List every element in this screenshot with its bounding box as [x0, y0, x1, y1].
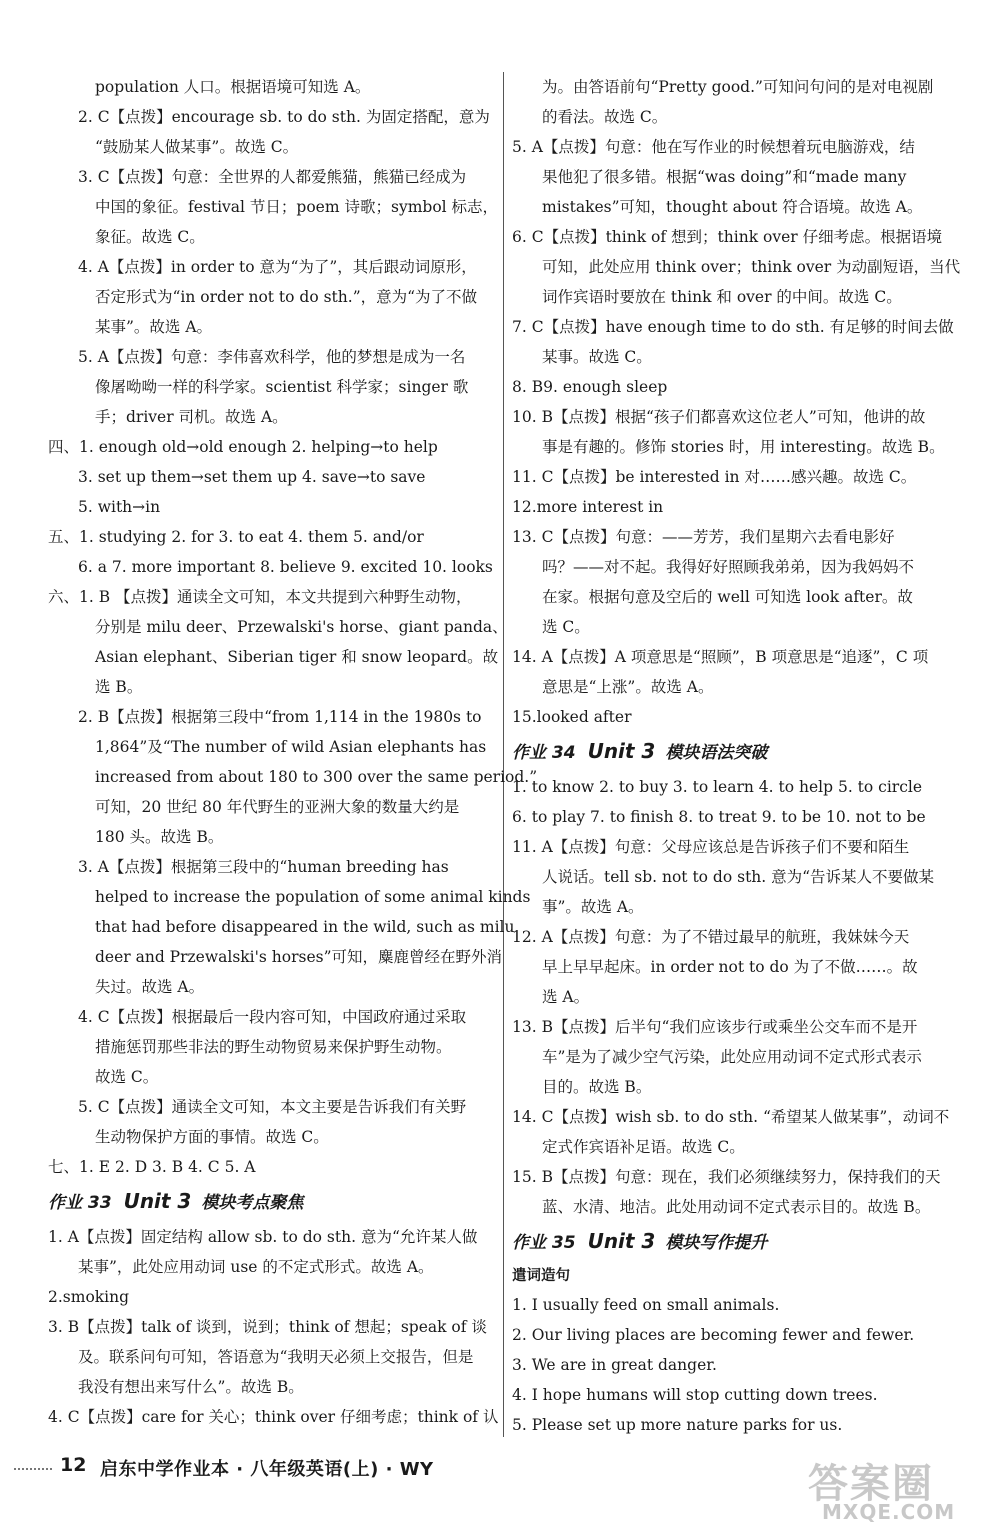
answer-line: [48, 672, 496, 702]
answer-text: 1. to know 2. to buy 3. to learn 4. to help 5. to circle: [512, 778, 923, 796]
answer-text: 【点拨】句意：全世界的人都爱熊猫，熊猫已经成为: [109, 168, 467, 186]
answer-number: 14. C: [512, 1108, 554, 1126]
answer-text: 1. enough old→old enough 2. helping→to help: [79, 438, 438, 456]
answer-line: [48, 72, 496, 102]
answer-line: [48, 1032, 496, 1062]
answer-line: [512, 1410, 962, 1440]
answer-line: [48, 1092, 496, 1122]
answer-text: deer and Przewalski's horses”可知，麋鹿曾经在野外消: [95, 948, 502, 966]
answer-text: “鼓励某人做某事”。故选 C。: [95, 138, 299, 156]
answer-line: [512, 702, 962, 732]
answer-line: [512, 1102, 962, 1132]
section-unit: Unit 3: [123, 1189, 192, 1213]
answer-text: 6. to play 7. to finish 8. to treat 9. to be 10. not to be: [512, 808, 926, 826]
answer-text: 5. Please set up more nature parks for us.: [512, 1416, 843, 1434]
answer-line: [512, 642, 962, 672]
section-topic: 模块语法突破: [665, 743, 768, 763]
answer-text: 的看法。故选 C。: [542, 108, 668, 126]
answer-text: 像屠呦呦一样的科学家。scientist 科学家；singer 歌: [95, 378, 469, 396]
answer-text: 定式作宾语补足语。故选 C。: [542, 1138, 745, 1156]
page-number: 12: [60, 1454, 87, 1476]
answer-line: [512, 522, 962, 552]
answer-number: 2. C: [78, 108, 110, 126]
section-topic: 模块写作提升: [665, 1233, 768, 1253]
answer-line: [512, 132, 962, 162]
answer-text: population 人口。根据语境可知选 A。: [95, 78, 371, 96]
answer-number: 2.: [48, 1288, 63, 1306]
answer-text: smoking: [62, 1288, 130, 1306]
answer-text: 我没有想出来写什么”。故选 B。: [78, 1378, 304, 1396]
answer-text: 生动物保护方面的事情。故选 C。: [95, 1128, 329, 1146]
answer-text: 失过。故选 A。: [95, 978, 205, 996]
answer-line: [512, 72, 962, 102]
answer-text: 【点拨】encourage sb. to do sth. 为固定搭配，意为: [109, 108, 490, 126]
answer-line: [512, 552, 962, 582]
section-topic: 模块考点聚焦: [201, 1193, 304, 1213]
answer-line: [512, 1192, 962, 1222]
answer-number: 5. C: [78, 1098, 110, 1116]
answer-text: looked after: [536, 708, 632, 726]
answer-number: 8. B: [512, 378, 544, 396]
answer-text: 意思是“上涨”。故选 A。: [542, 678, 714, 696]
answer-text: 某事。故选 C。: [542, 348, 652, 366]
right-column: [512, 72, 962, 1440]
answer-line: [48, 102, 496, 132]
subheading: 遣词造句: [512, 1268, 570, 1284]
answer-line: [512, 192, 962, 222]
answer-text: 果他犯了很多错。根据“was doing”和“made many: [542, 168, 907, 186]
answer-text: 【点拨】后半句“我们应该步行或乘坐公交车而不是开: [552, 1018, 918, 1036]
answer-line: [512, 802, 962, 832]
answer-text: 【点拨】根据“孩子们都喜欢这位老人”可知，他讲的故: [552, 408, 926, 426]
answer-line: [512, 772, 962, 802]
answer-number: 14. A: [512, 648, 553, 666]
answer-text: 【点拨】固定结构 allow sb. to do sth. 意为“允许某人做: [78, 1228, 478, 1246]
book-title: 启东中学作业本 · 八年级英语(上) · WY: [100, 1459, 434, 1480]
answer-line: [512, 1012, 962, 1042]
answer-text: 【点拨】be interested in 对……感兴趣。故选 C。: [553, 468, 917, 486]
answer-line: [48, 1152, 496, 1182]
answer-line: [512, 162, 962, 192]
answer-text: 【点拨】句意：现在，我们必须继续努力，保持我们的天: [552, 1168, 941, 1186]
answer-line: [48, 642, 499, 672]
answer-text: 【点拨】句意：他在写作业的时候想着玩电脑游戏，结: [542, 138, 915, 156]
right-answers-35: [512, 1290, 962, 1440]
answer-number: 15.: [512, 708, 537, 726]
footer-dots: [14, 1468, 52, 1476]
answer-line: [48, 612, 508, 642]
answer-text: 分别是 milu deer、Przewalski's horse、giant panda、: [95, 618, 508, 636]
answer-line: [48, 192, 499, 222]
answer-text: 及。联系问句可知，答语意为“我明天必须上交报告，但是: [78, 1348, 474, 1366]
answer-text: more interest in: [536, 498, 664, 516]
answer-line: [48, 822, 496, 852]
answer-line: [48, 1402, 499, 1432]
answer-text: 1,864”及“The number of wild Asian elephants has: [95, 738, 487, 756]
answer-text: mistakes”可知，thought about 符合语境。故选 A。: [542, 198, 923, 216]
answer-line: [48, 402, 496, 432]
answer-text: 【点拨】care for 关心；think over 仔细考虑；think of 认: [79, 1408, 499, 1426]
answer-text: 某事”，此处应用动词 use 的不定式形式。故选 A。: [78, 1258, 434, 1276]
answer-text: 早上早早起床。in order not to do 为了不做……。故: [542, 958, 918, 976]
section-unit: Unit 3: [587, 1229, 656, 1253]
answer-number: 13. C: [512, 528, 554, 546]
answer-line: [512, 252, 962, 282]
answer-number: 10. B: [512, 408, 553, 426]
answer-line: [48, 1252, 496, 1282]
answer-text: 否定形式为“in order not to do sth.”，意为“为了不做: [95, 288, 478, 306]
answer-text: 选 B。: [95, 678, 143, 696]
answer-line: [48, 792, 496, 822]
answer-line: [512, 312, 962, 342]
answer-text: 【点拨】根据第三段中的“human breeding has: [108, 858, 449, 876]
answer-line: [512, 462, 962, 492]
answer-text: 【点拨】根据第三段中“from 1,114 in the 1980s to: [109, 708, 482, 726]
answer-text: 选 C。: [542, 618, 590, 636]
answer-number: 12. A: [512, 928, 553, 946]
answer-text: 可知，20 世纪 80 年代野生的亚洲大象的数量大约是: [95, 798, 460, 816]
section-label: 作业 34: [512, 743, 576, 763]
answer-line: [48, 942, 502, 972]
answer-number: 六、: [48, 588, 80, 606]
answer-text: 手；driver 司机。故选 A。: [95, 408, 288, 426]
answer-number: 7. C: [512, 318, 544, 336]
left-answers-33: [48, 1222, 499, 1432]
answer-text: 象征。故选 C。: [95, 228, 205, 246]
answer-text: 吗？——对不起。我得好好照顾我弟弟，因为我妈妈不: [542, 558, 915, 576]
answer-number: 4. C: [48, 1408, 80, 1426]
answer-text: 180 头。故选 B。: [95, 828, 224, 846]
answer-number: 11. A: [512, 838, 553, 856]
answer-text: 故选 C。: [95, 1068, 159, 1086]
answer-line: [48, 1372, 496, 1402]
answer-text: 车”是为了减少空气污染，此处应用动词不定式形式表示: [542, 1048, 922, 1066]
answer-text: 【点拨】根据最后一段内容可知，中国政府通过采取: [109, 1008, 467, 1026]
answer-line: [512, 282, 962, 312]
right-answers-34: [512, 772, 962, 1222]
answer-line: [48, 1002, 496, 1032]
answer-line: [512, 582, 962, 612]
answer-line: [48, 492, 496, 522]
answer-line: [512, 432, 962, 462]
answer-text: 3. We are in great danger.: [512, 1356, 717, 1374]
answer-text: 1. B 【点拨】通读全文可知，本文共提到六种野生动物，: [79, 588, 472, 606]
answer-text: 9. enough sleep: [543, 378, 668, 396]
answer-line: [512, 1132, 962, 1162]
answer-line: [48, 282, 496, 312]
answer-number: 4. A: [78, 258, 109, 276]
answer-line: [512, 612, 962, 642]
answer-line: [48, 912, 515, 942]
watermark-logo: [800, 1452, 970, 1528]
answer-number: 13. B: [512, 1018, 553, 1036]
answer-line: [48, 252, 496, 282]
answer-number: 2. B: [78, 708, 110, 726]
answer-text: 【点拨】talk of 谈到，说到；think of 想起；speak of 谈: [79, 1318, 487, 1336]
answer-line: [512, 1162, 962, 1192]
section-heading-33: [48, 1184, 496, 1220]
answer-line: [512, 222, 962, 252]
answer-line: [512, 1072, 962, 1102]
answer-number: 四、: [48, 438, 80, 456]
answer-line: [48, 312, 496, 342]
answer-text: 【点拨】句意：为了不错过最早的航班，我妹妹今天: [552, 928, 910, 946]
answer-number: 五、: [48, 528, 80, 546]
answer-line: [512, 892, 962, 922]
answer-text: 【点拨】句意：父母应该总是告诉孩子们不要和陌生: [552, 838, 910, 856]
answer-text: 事是有趣的。修饰 stories 时，用 interesting。故选 B。: [542, 438, 945, 456]
answer-text: 蓝、水清、地洁。此处用动词不定式表示目的。故选 B。: [542, 1198, 931, 1216]
answer-line: [48, 432, 496, 462]
answer-line: [48, 702, 496, 732]
answer-number: 3. A: [78, 858, 109, 876]
answer-line: [48, 1222, 496, 1252]
answer-number: 12.: [512, 498, 537, 516]
answer-text: 【点拨】A 项意思是“照顾”，B 项意思是“追逐”，C 项: [552, 648, 929, 666]
answer-text: Asian elephant、Siberian tiger 和 snow leopard。故: [95, 648, 499, 666]
answer-line: [48, 582, 496, 612]
answer-line: [48, 852, 496, 882]
answer-text: 在家。根据句意及空后的 well 可知选 look after。故: [542, 588, 913, 606]
answer-line: [48, 1282, 496, 1312]
answer-text: 6. a 7. more important 8. believe 9. excited 10. looks: [78, 558, 493, 576]
answer-line: [48, 762, 538, 792]
answer-line: [512, 372, 962, 402]
answer-text: 目的。故选 B。: [542, 1078, 652, 1096]
answer-line: [48, 1122, 496, 1152]
answer-number: 3. C: [78, 168, 110, 186]
answer-line: [48, 1342, 496, 1372]
answer-line: [512, 862, 962, 892]
answer-line: [512, 1320, 962, 1350]
answer-line: [48, 342, 496, 372]
answer-text: 为。由答语前句“Pretty good.”可知问句问的是对电视剧: [542, 78, 934, 96]
answer-text: 可知，此处应用 think over；think over 为动副短语，当代: [542, 258, 961, 276]
answer-text: 2. Our living places are becoming fewer and fewer.: [512, 1326, 915, 1344]
answer-line: [48, 222, 496, 252]
answer-text: 某事”。故选 A。: [95, 318, 213, 336]
answer-line: [512, 102, 962, 132]
answer-text: that had before disappeared in the wild, such as milu: [95, 918, 515, 936]
answer-line: [48, 1312, 496, 1342]
answer-line: [512, 982, 962, 1012]
answer-text: 【点拨】句意：——芳芳，我们星期六去看电影好: [553, 528, 895, 546]
answer-text: 1. studying 2. for 3. to eat 4. them 5. and/or: [79, 528, 424, 546]
answer-text: increased from about 180 to 300 over the same period.”: [95, 768, 538, 786]
answer-line: [512, 1290, 962, 1320]
answer-text: 【点拨】wish sb. to do sth. “希望某人做某事”，动词不: [553, 1108, 950, 1126]
answer-text: 人说话。tell sb. not to do sth. 意为“告诉某人不要做某: [542, 868, 935, 886]
section-label: 作业 35: [512, 1233, 576, 1253]
answer-line: [512, 1380, 962, 1410]
answer-text: 中国的象征。festival 节日；poem 诗歌；symbol 标志，: [95, 198, 499, 216]
section-unit: Unit 3: [587, 739, 656, 763]
answer-line: [48, 972, 496, 1002]
answer-number: 七、: [48, 1158, 80, 1176]
answer-text: 1. E 2. D 3. B 4. C 5. A: [79, 1158, 256, 1176]
column-divider: [503, 72, 504, 1437]
answer-text: 【点拨】通读全文可知，本文主要是告诉我们有关野: [109, 1098, 467, 1116]
answer-number: 11. C: [512, 468, 554, 486]
answer-line: [48, 372, 496, 402]
answer-line: [512, 672, 962, 702]
answer-text: 【点拨】think of 想到；think over 仔细考虑。根据语境: [543, 228, 943, 246]
answer-text: 措施惩罚那些非法的野生动物贸易来保护野生动物。: [95, 1038, 452, 1056]
answer-text: 词作宾语时要放在 think 和 over 的中间。故选 C。: [542, 288, 902, 306]
answer-number: 5. A: [512, 138, 543, 156]
answer-line: [512, 1042, 962, 1072]
answer-number: 1. A: [48, 1228, 79, 1246]
answer-line: [48, 1062, 496, 1092]
watermark-en: MXQE.COM: [822, 1500, 956, 1524]
answer-text: 3. set up them→set them up 4. save→to save: [78, 468, 426, 486]
answer-line: [48, 522, 496, 552]
answer-text: 5. with→in: [78, 498, 161, 516]
section-label: 作业 33: [48, 1193, 112, 1213]
right-answers: [512, 72, 962, 732]
answer-number: 4. C: [78, 1008, 110, 1026]
watermark-cn: 答案圈: [808, 1461, 934, 1507]
answer-text: 【点拨】in order to 意为“为了”，其后跟动词原形，: [108, 258, 477, 276]
answer-line: [48, 552, 496, 582]
answer-text: 选 A。: [542, 988, 590, 1006]
answer-number: 6. C: [512, 228, 544, 246]
answer-line: [512, 342, 962, 372]
answer-line: [48, 462, 496, 492]
answer-line: [512, 922, 962, 952]
answer-line: [48, 882, 531, 912]
answer-line: [512, 1350, 962, 1380]
section-heading-35: [512, 1224, 962, 1260]
answer-line: [48, 162, 496, 192]
answer-number: 3. B: [48, 1318, 80, 1336]
answer-text: 1. I usually feed on small animals.: [512, 1296, 780, 1314]
answer-text: helped to increase the population of some animal kinds: [95, 888, 531, 906]
answer-line: [512, 402, 962, 432]
answer-text: 4. I hope humans will stop cutting down trees.: [512, 1386, 878, 1404]
answer-line: [48, 732, 496, 762]
answer-line: [512, 492, 962, 522]
answer-line: [512, 832, 962, 862]
answer-number: 5. A: [78, 348, 109, 366]
answer-text: 【点拨】句意：李伟喜欢科学，他的梦想是成为一名: [108, 348, 466, 366]
answer-line: [48, 132, 496, 162]
answer-number: 15. B: [512, 1168, 553, 1186]
answer-text: 事”。故选 A。: [542, 898, 644, 916]
section-heading-34: [512, 734, 962, 770]
answer-line: [512, 952, 962, 982]
answer-text: 【点拨】have enough time to do sth. 有足够的时间去做: [543, 318, 954, 336]
